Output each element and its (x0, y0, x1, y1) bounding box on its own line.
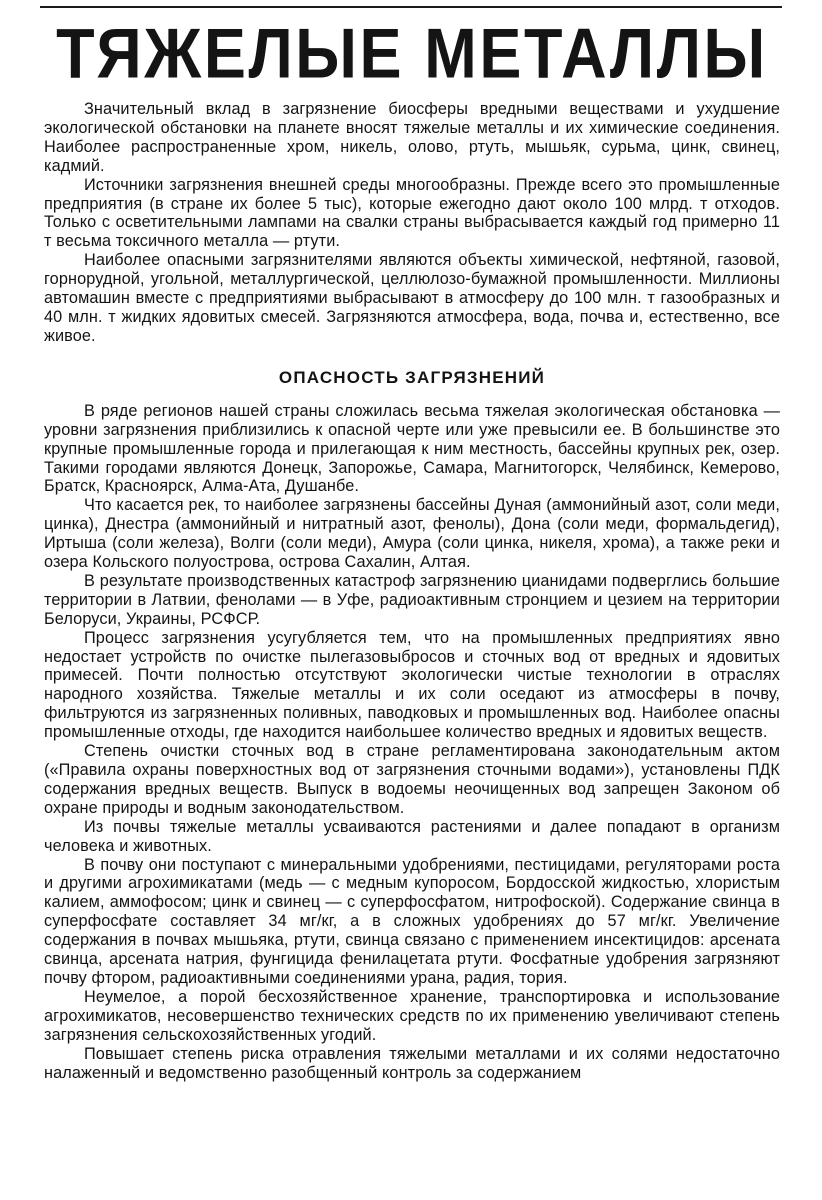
section-paragraph: В почву они поступают с минеральными удобрениями, пестицидами, регуляторами роста и другими агрохимикатами (медь — с медным купоросом, Бордосской жидкостью, хлористым калием, аммофосом; цинк и свинец — с суперфосфатом, нитрофоской). Содержание свинца в суперфосфате составляет 34 мг/кг, а в сложных удобрениях до 57 мг/кг. Увеличение содержания в почвах мышьяка, ртути, свинца связано с применением инсектицидов: арсената свинца, арсената натрия, фунгицида фенилацетата ртути. Фосфатные удобрения загрязняют почву фтором, радиоактивными соединениями урана, радия, тория. (44, 855, 780, 987)
section-paragraph: В ряде регионов нашей страны сложилась весьма тяжелая экологическая обстановка — уровни загрязнения приблизились к опасной черте или уже превысили ее. В большинстве это крупные промышленные города и прилегающая к ним местность, бассейны крупных рек, озер. Такими городами являются Донецк, Запорожье, Самара, Магнитогорск, Челябинск, Кемерово, Братск, Красноярск, Алма-Ата, Душанбе. (44, 401, 780, 496)
page-title: ТЯЖЕЛЫЕ МЕТАЛЛЫ (56, 14, 768, 93)
section-paragraph: Неумелое, а порой бесхозяйственное хранение, транспортировка и использование агрохимикатов, несовершенство технических средств по их применению увеличивают степень загрязнения сельскохозяйственных угодий. (44, 987, 780, 1044)
intro-paragraph: Наиболее опасными загрязнителями являются объекты химической, нефтяной, газовой, горнорудной, угольной, металлургической, целлюлозо-бумажной промышленности. Миллионы автомашин вместе с предприятиями выбрасывают в атмосферу до 100 млн. т газообразных и 40 млн. т жидких ядовитых смесей. Загрязняются атмосфера, вода, почва и, естественно, все живое. (44, 251, 780, 345)
intro-paragraph: Значительный вклад в загрязнение биосферы вредными веществами и ухудшение экологической обстановки на планете вносят тяжелые металлы и их химические соединения. Наиболее распространенные хром, никель, олово, ртуть, мышьяк, сурьма, цинк, свинец, кадмий. (44, 100, 780, 175)
section-heading: ОПАСНОСТЬ ЗАГРЯЗНЕНИЙ (278, 367, 546, 387)
article-body (44, 100, 780, 1082)
section-paragraph: Процесс загрязнения усугубляется тем, что на промышленных предприятиях явно недостает устройств по очистке пылегазовыбросов и сточных вод от вредных и ядовитых примесей. Почти полностью отсутствуют экологически чистые технологии в отраслях народного хозяйства. Тяжелые металлы и их соли оседают из атмосферы в почву, фильтруются из загрязненных поливных, паводковых и промышленных вод. Наиболее опасны промышленные отходы, где находится наибольшее количество вредных и ядовитых веществ. (44, 628, 780, 742)
section-paragraph: Из почвы тяжелые металлы усваиваются растениями и далее попадают в организм человека и животных. (44, 817, 780, 855)
intro-paragraph: Источники загрязнения внешней среды многообразны. Прежде всего это промышленные предприятия (в стране их более 5 тыс), которые ежегодно дают около 100 млрд. т отходов. Только с осветительными лампами на свалки страны выбрасывается каждый год примерно 11 т весьма токсичного металла — ртути. (44, 175, 780, 251)
section-paragraph: Степень очистки сточных вод в стране регламентирована законодательным актом («Правила охраны поверхностных вод от загрязнения сточными водами»), установлены ПДК содержания вредных веществ. Выпуск в водоемы неочищенных вод запрещен Законом об охране природы и водным законодательством. (44, 742, 780, 817)
section-paragraph: Повышает степень риска отравления тяжелыми металлами и их солями недостаточно налаженный и ведомственно разобщенный контроль за содержанием (44, 1044, 780, 1082)
section-paragraph: Что касается рек, то наиболее загрязнены бассейны Дуная (аммонийный азот, соли меди, цинка), Днестра (аммонийный и нитратный азот, фенолы), Дона (соли меди, формальдегид), Иртыша (соли железа), Волги (соли меди), Амура (соли цинка, никеля, хрома), а также реки и озера Кольского полуострова, острова Сахалин, Алтая. (44, 496, 780, 572)
section-paragraph: В результате производственных катастроф загрязнению цианидами подверглись большие территории в Латвии, фенолами — в Уфе, радиоактивным стронцием и цезием на территории Белоруси, Украины, РСФСР. (44, 571, 780, 628)
